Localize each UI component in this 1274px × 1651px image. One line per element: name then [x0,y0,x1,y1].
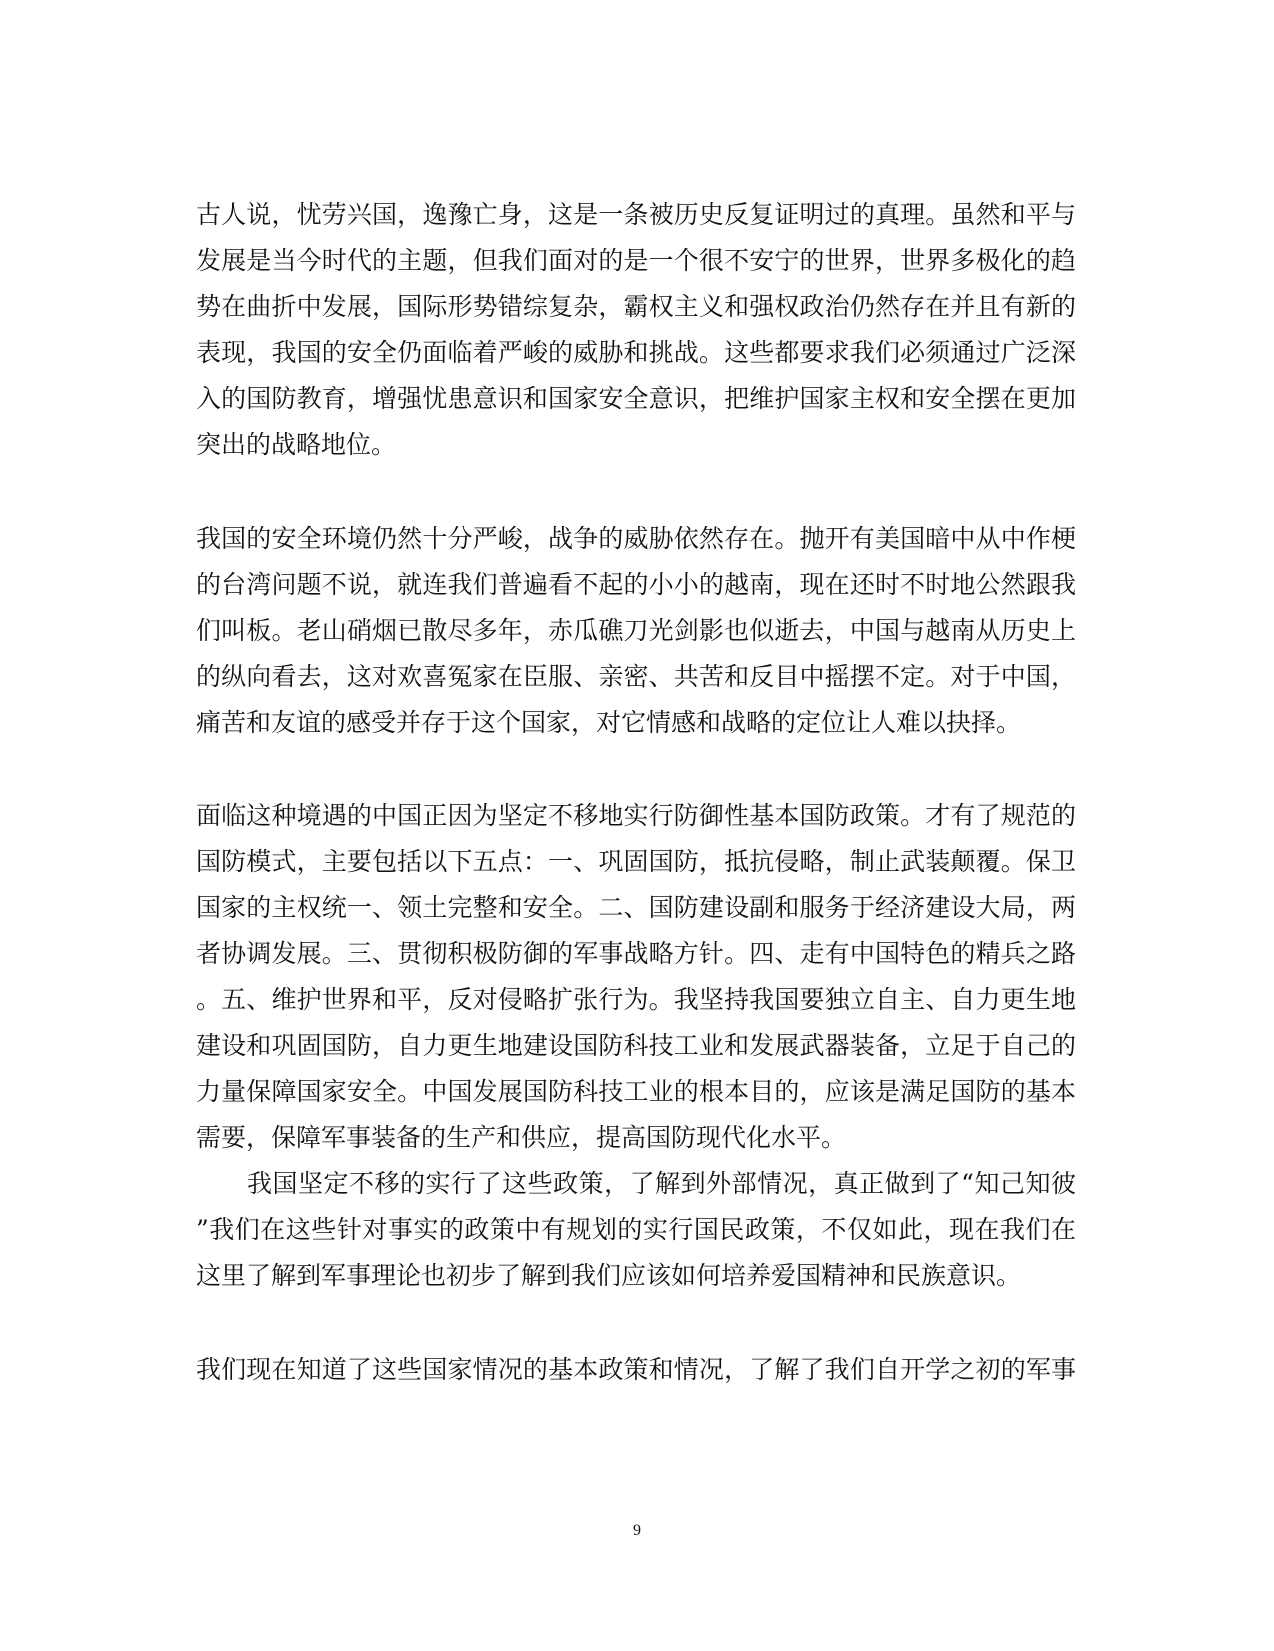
text-line: 。五、维护世界和平，反对侵略扩张行为。我坚持我国要独立自主、自力更生地 [196,985,1076,1014]
text-line: 古人说，忧劳兴国，逸豫亡身，这是一条被历史反复证明过的真理。虽然和平与 [196,200,1076,229]
text-line: 我国的安全环境仍然十分严峻，战争的威胁依然存在。抛开有美国暗中从中作梗 [196,524,1076,553]
text-line: 面临这种境遇的中国正因为坚定不移地实行防御性基本国防政策。才有了规范的 [196,801,1076,830]
text-line: 突出的战略地位。 [196,430,397,459]
text-line: ”我们在这些针对事实的政策中有规划的实行国民政策，不仅如此，现在我们在 [196,1215,1076,1244]
text-line: 的台湾问题不说，就连我们普遍看不起的小小的越南，现在还时不时地公然跟我 [196,570,1076,599]
text-line: 国防模式，主要包括以下五点：一、巩固国防，抵抗侵略，制止武装颠覆。保卫 [196,847,1076,876]
text-line: 入的国防教育，增强忧患意识和国家安全意识，把维护国家主权和安全摆在更加 [196,384,1076,413]
text-line: 我国坚定不移的实行了这些政策，了解到外部情况，真正做到了“知己知彼 [196,1169,1076,1198]
text-line: 发展是当今时代的主题，但我们面对的是一个很不安宁的世界，世界多极化的趋 [196,246,1076,275]
text-line: 需要，保障军事装备的生产和供应，提高国防现代化水平。 [196,1123,847,1152]
text-line: 痛苦和友谊的感受并存于这个国家，对它情感和战略的定位让人难以抉择。 [196,708,1022,737]
text-line: 我们现在知道了这些国家情况的基本政策和情况，了解了我们自开学之初的军事 [196,1355,1076,1384]
page-number: 9 [633,1522,641,1539]
text-line: 国家的主权统一、领土完整和安全。二、国防建设副和服务于经济建设大局，两 [196,893,1076,922]
text-line: 势在曲折中发展，国际形势错综复杂，霸权主义和强权政治仍然存在并且有新的 [196,292,1076,321]
text-line: 这里了解到军事理论也初步了解到我们应该如何培养爱国精神和民族意识。 [196,1261,1022,1290]
text-line: 的纵向看去，这对欢喜冤家在臣服、亲密、共苦和反目中摇摆不定。对于中国， [196,662,1076,691]
text-line: 们叫板。老山硝烟已散尽多年，赤瓜礁刀光剑影也似逝去，中国与越南从历史上 [196,616,1076,645]
text-line: 力量保障国家安全。中国发展国防科技工业的根本目的，应该是满足国防的基本 [196,1077,1076,1106]
text-line: 建设和巩固国防，自力更生地建设国防科技工业和发展武器装备，立足于自己的 [196,1031,1076,1060]
text-line: 者协调发展。三、贯彻积极防御的军事战略方针。四、走有中国特色的精兵之路 [196,939,1076,968]
text-line: 表现，我国的安全仍面临着严峻的威胁和挑战。这些都要求我们必须通过广泛深 [196,338,1076,367]
